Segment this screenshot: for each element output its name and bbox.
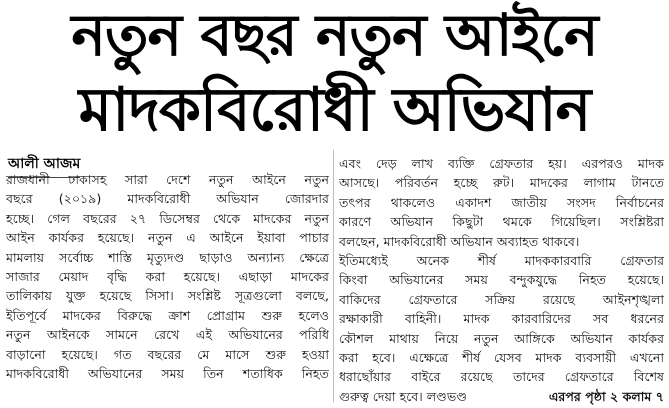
body-line: বছরে (২০১৯) মাদকবিরোধী অভিযান জোরদার (6, 191, 329, 207)
body-line: বলছেন, মাদকবিরোধী অভিযান অব্যাহত থাকবে। (339, 233, 580, 249)
body-line: ইতিমধ্যেই অনেক শীর্ষ মাদককারবারি গ্রেফতার (339, 253, 664, 269)
body-line: কিংবা অভিযানের সময় বন্দুকযুদ্ধে নিহত হয়েছে। (339, 272, 664, 288)
body-line: রক্ষাকারী বাহিনী। মাদক কারবারিদের সব ধরনের (339, 311, 664, 327)
column-divider (333, 150, 334, 402)
body-line: ইতিপূর্বে মাদকের বিরুদ্ধে ক্রাশ প্রোগ্রাম শুরু হলেও (6, 307, 329, 323)
headline-line-2: মাদকবিরোধী অভিযান (78, 75, 591, 145)
body-line-final (339, 387, 664, 406)
body-line: তালিকায় যুক্ত হয়েছে সিসা। সংশ্লিষ্ট সূত্রগুলো বলছে, (6, 288, 329, 304)
body-line: করা হবে। এক্ষেত্রে শীর্ষ যেসব মাদক ব্যবসায়ী এখনো (339, 350, 664, 366)
byline: আলী আজম (8, 152, 80, 178)
headline-line-1: নতুন বছর নতুন আইনে (71, 1, 598, 69)
body-line: ধরাছোঁয়ার বাইরে রয়েছে তাদের গ্রেফতারে বিশেষ (339, 369, 664, 385)
body-line: মাদকবিরোধী অভিযানের সময় তিন শতাধিক নিহত (6, 366, 329, 382)
left-column (6, 170, 329, 383)
body-line-final-text: গুরুত্ব দেয়া হবে। লণ্ডভণ্ড (339, 388, 467, 404)
body-line: বাকিদের গ্রেফতারে সক্রিয় রয়েছে আইনশৃঙ্খলা (339, 291, 664, 307)
body-line: নতুন আইনকে সামনে রেখে এই অভিযানের পরিধি (6, 327, 329, 343)
body-line: কারণে অভিযান কিছুটা থমকে গিয়েছিল। সংশ্লিষ্টরা (339, 214, 664, 230)
body-line: বাড়ানো হয়েছে। গত বছরের মে মাসে শুরু হওয়া (6, 346, 329, 362)
right-column (339, 154, 664, 406)
continuation-note: এরপর পৃষ্ঠা ২ কলাম ৭ (548, 388, 664, 404)
body-line: হচ্ছে। গেল বছরের ২৭ ডিসেম্বর থেকে মাদকের নতুন (6, 210, 329, 226)
body-line: মামলায় সর্বোচ্চ শাস্তি মৃত্যুদণ্ড ছাড়াও অন্যান্য ক্ষেত্রে (6, 249, 329, 265)
body-line: তৎপর থাকলেও একাদশ জাতীয় সংসদ নির্বাচনের (339, 194, 664, 210)
body-line: আইন কার্যকর হয়েছে। নতুন এ আইনে ইয়াবা পাচার (6, 230, 329, 246)
body-line: আসছে। পরিবর্তন হচ্ছে রুট। মাদকের লাগাম টানতে (339, 175, 664, 191)
body-line: কৌশল মাথায় নিয়ে নতুন আঙ্গিকে অভিযান কার্যকর (339, 330, 664, 346)
body-line: এবং দেড় লাখ ব্যক্তি গ্রেফতার হয়। এরপরও মাদক (339, 156, 664, 171)
body-line: রাজধানী ঢাকাসহ সারা দেশে নতুন আইনে নতুন (6, 172, 329, 187)
body-line: সাজার মেয়াদ বৃদ্ধি করা হয়েছে। এছাড়া মাদকের (6, 269, 329, 285)
